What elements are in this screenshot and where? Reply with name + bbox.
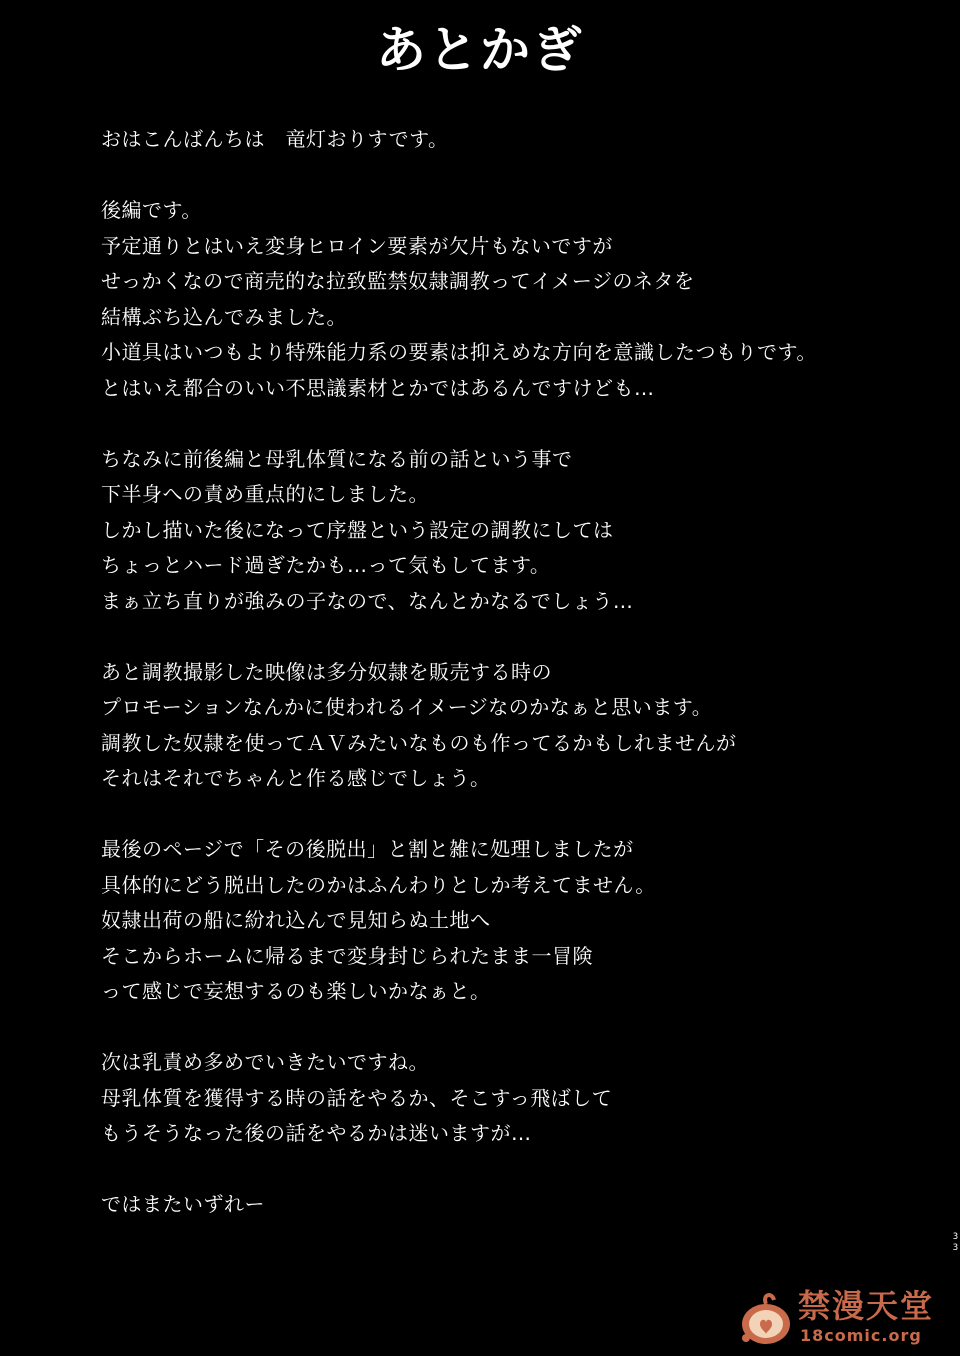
text-line: ではまたいずれー (101, 1192, 265, 1216)
page-number-digit: 3 (952, 1243, 959, 1253)
paragraph (101, 193, 881, 406)
text-line: とはいえ都合のいい不思議素材とかではあるんですけども… (101, 375, 655, 400)
paragraph (101, 442, 881, 620)
text-line: 次は乳責め多めでいきたいですね。 (101, 1050, 429, 1074)
paragraph (101, 1187, 881, 1223)
text-line: それはそれでちゃんと作る感じでしょう。 (101, 766, 491, 790)
watermark-title: 禁漫天堂 (798, 1287, 935, 1325)
text-line: 母乳体質を獲得する時の話をやるか、そこすっ飛ばして (101, 1085, 613, 1110)
text-line: 奴隷出荷の船に紛れ込んで見知らぬ土地へ (101, 908, 491, 932)
mascot-icon (736, 1292, 794, 1346)
watermark-subtitle: 18comic.org (800, 1326, 922, 1345)
text-line: 調教した奴隷を使ってＡＶみたいなものも作ってるかもしれませんが (101, 730, 737, 755)
text-line: って感じで妄想するのも楽しいかなぁと。 (101, 979, 491, 1003)
text-line: 具体的にどう脱出したのかはふんわりとしか考えてません。 (101, 872, 656, 897)
text-line: ちょっとハード過ぎたかも…って気もしてます。 (101, 553, 551, 577)
text-line: 結構ぶち込んでみました。 (101, 304, 347, 329)
text-line: もうそうなった後の話をやるかは迷いますが… (101, 1121, 532, 1145)
text-line: あと調教撮影した映像は多分奴隷を販売する時の (101, 659, 552, 684)
paragraph (101, 832, 881, 1010)
text-line: そこからホームに帰るまで変身封じられたまま一冒険 (101, 943, 593, 968)
text-line: 小道具はいつもより特殊能力系の要素は抑えめな方向を意識したつもりです。 (101, 340, 817, 364)
text-line: 下半身への責め重点的にしました。 (101, 482, 429, 506)
page-title: あとかぎ (376, 21, 584, 79)
page-number (951, 1232, 960, 1254)
paragraph (101, 655, 881, 797)
paragraph (101, 1045, 881, 1152)
text-line: しかし描いた後になって序盤という設定の調教にしては (101, 517, 614, 542)
text-line: ちなみに前後編と母乳体質になる前の話という事で (101, 446, 573, 471)
text-line: 後編です。 (101, 198, 202, 222)
text-line: まぁ立ち直りが強みの子なので、なんとかなるでしょう… (101, 588, 634, 613)
paragraph (101, 122, 881, 158)
text-line: 予定通りとはいえ変身ヒロイン要素が欠片もないですが (101, 233, 613, 258)
text-line: 最後のページで「その後脱出」と割と雑に処理しましたが (101, 837, 634, 861)
text-line: おはこんばんちは 竜灯おりすです。 (101, 127, 449, 151)
text-line: せっかくなので商売的な拉致監禁奴隷調教ってイメージのネタを (101, 269, 695, 293)
page-number-digit: 3 (952, 1232, 959, 1242)
text-line: プロモーションなんかに使われるイメージなのかなぁと思います。 (101, 695, 713, 719)
afterword-body (101, 122, 881, 1258)
watermark (736, 1284, 946, 1350)
